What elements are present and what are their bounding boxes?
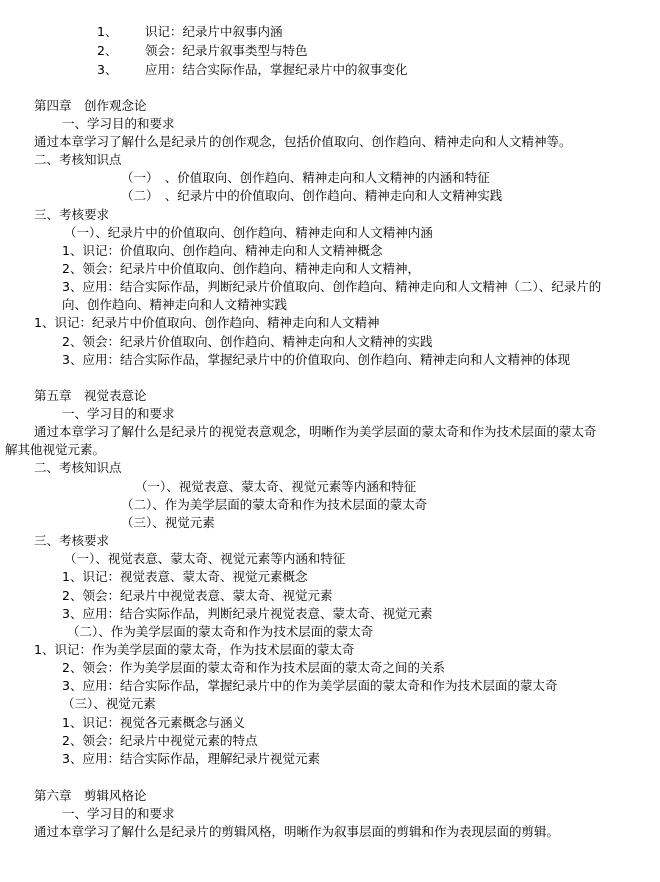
list-number: 2、	[97, 43, 118, 58]
paragraph: 通过本章学习了解什么是纪录片的剪辑风格，明晰作为叙事层面的剪辑和作为表现层面的剪辑。	[34, 824, 560, 839]
requirement-item: 2、领会：纪录片价值取向、创作趋向、精神走向和人文精神的实践	[62, 334, 433, 349]
requirement-item: 3、应用：结合实际作品，判断纪录片视觉表意、蒙太奇、视觉元素	[62, 606, 433, 621]
list-item	[97, 42, 308, 60]
requirement-heading: （一）、纪录片中的价值取向、创作趋向、精神走向和人文精神内涵	[64, 225, 433, 240]
requirement-heading: （二）、作为美学层面的蒙太奇和作为技术层面的蒙太奇	[67, 624, 374, 639]
requirement-item: 2、领会：纪录片中价值取向、创作趋向、精神走向和人文精神，	[62, 261, 420, 276]
list-item	[97, 61, 408, 79]
requirement-item-continued: 向、创作趋向、精神走向和人文精神实践	[62, 297, 288, 312]
section-heading: 二、考核知识点	[34, 152, 122, 167]
section-heading: 一、学习目的和要求	[62, 806, 175, 821]
requirement-item: 3、应用：结合实际作品，掌握纪录片中的作为美学层面的蒙太奇和作为技术层面的蒙太奇	[62, 678, 558, 693]
paragraph: 通过本章学习了解什么是纪录片的创作观念，包括价值取向、创作趋向、精神走向和人文精神等。	[34, 134, 572, 149]
requirement-item: 2、领会：作为美学层面的蒙太奇和作为技术层面的蒙太奇之间的关系	[62, 660, 445, 675]
list-text: 应用：结合实际作品，掌握纪录片中的叙事变化	[145, 62, 408, 77]
section-heading: 一、学习目的和要求	[62, 116, 175, 131]
requirement-item: 1、识记：视觉各元素概念与涵义	[62, 715, 245, 730]
list-number: 3、	[97, 62, 118, 77]
knowledge-point: （三）、视觉元素	[121, 515, 215, 530]
list-item	[97, 23, 283, 41]
requirement-item: 3、应用：结合实际作品，判断纪录片价值取向、创作趋向、精神走向和人文精神（二）、纪录片的	[62, 279, 602, 294]
knowledge-point: （一） 、价值取向、创作趋向、精神走向和人文精神的内涵和特征	[121, 170, 490, 185]
requirement-item: 2、领会：纪录片中视觉表意、蒙太奇、视觉元素	[62, 588, 333, 603]
chapter-4-title: 第四章 创作观念论	[34, 98, 147, 113]
section-heading: 二、考核知识点	[34, 460, 122, 475]
list-text: 识记：纪录片中叙事内涵	[145, 24, 283, 39]
requirement-item: 1、识记：纪录片中价值取向、创作趋向、精神走向和人文精神	[34, 315, 380, 330]
requirement-item: 1、识记：价值取向、创作趋向、精神走向和人文精神概念	[62, 243, 383, 258]
list-number: 1、	[97, 24, 118, 39]
requirement-item: 1、识记：作为美学层面的蒙太奇，作为技术层面的蒙太奇	[34, 642, 355, 657]
knowledge-point: （二）、作为美学层面的蒙太奇和作为技术层面的蒙太奇	[121, 497, 428, 512]
requirement-item: 3、应用：结合实际作品，理解纪录片视觉元素	[62, 751, 320, 766]
paragraph-continued: 解其他视觉元素。	[5, 442, 106, 457]
requirement-heading: （一）、视觉表意、蒙太奇、视觉元素等内涵和特征	[64, 551, 346, 566]
section-heading: 一、学习目的和要求	[62, 406, 175, 421]
paragraph: 通过本章学习了解什么是纪录片的视觉表意观念，明晰作为美学层面的蒙太奇和作为技术层面的蒙太奇	[34, 424, 597, 439]
knowledge-point: （一）、视觉表意、蒙太奇、视觉元素等内涵和特征	[135, 479, 417, 494]
chapter-5-title: 第五章 视觉表意论	[34, 388, 147, 403]
requirement-heading: （三）、视觉元素	[62, 696, 156, 711]
requirement-item: 3、应用：结合实际作品，掌握纪录片中的价值取向、创作趋向、精神走向和人文精神的体现	[62, 352, 570, 367]
requirement-item: 1、识记：视觉表意、蒙太奇、视觉元素概念	[62, 569, 308, 584]
knowledge-point: （二） 、纪录片中的价值取向、创作趋向、精神走向和人文精神实践	[121, 188, 503, 203]
chapter-6-title: 第六章 剪辑风格论	[34, 788, 147, 803]
section-heading: 三、考核要求	[34, 533, 110, 548]
section-heading: 三、考核要求	[34, 207, 110, 222]
requirement-item: 2、领会：纪录片中视觉元素的特点	[62, 733, 258, 748]
list-text: 领会：纪录片叙事类型与特色	[145, 43, 308, 58]
